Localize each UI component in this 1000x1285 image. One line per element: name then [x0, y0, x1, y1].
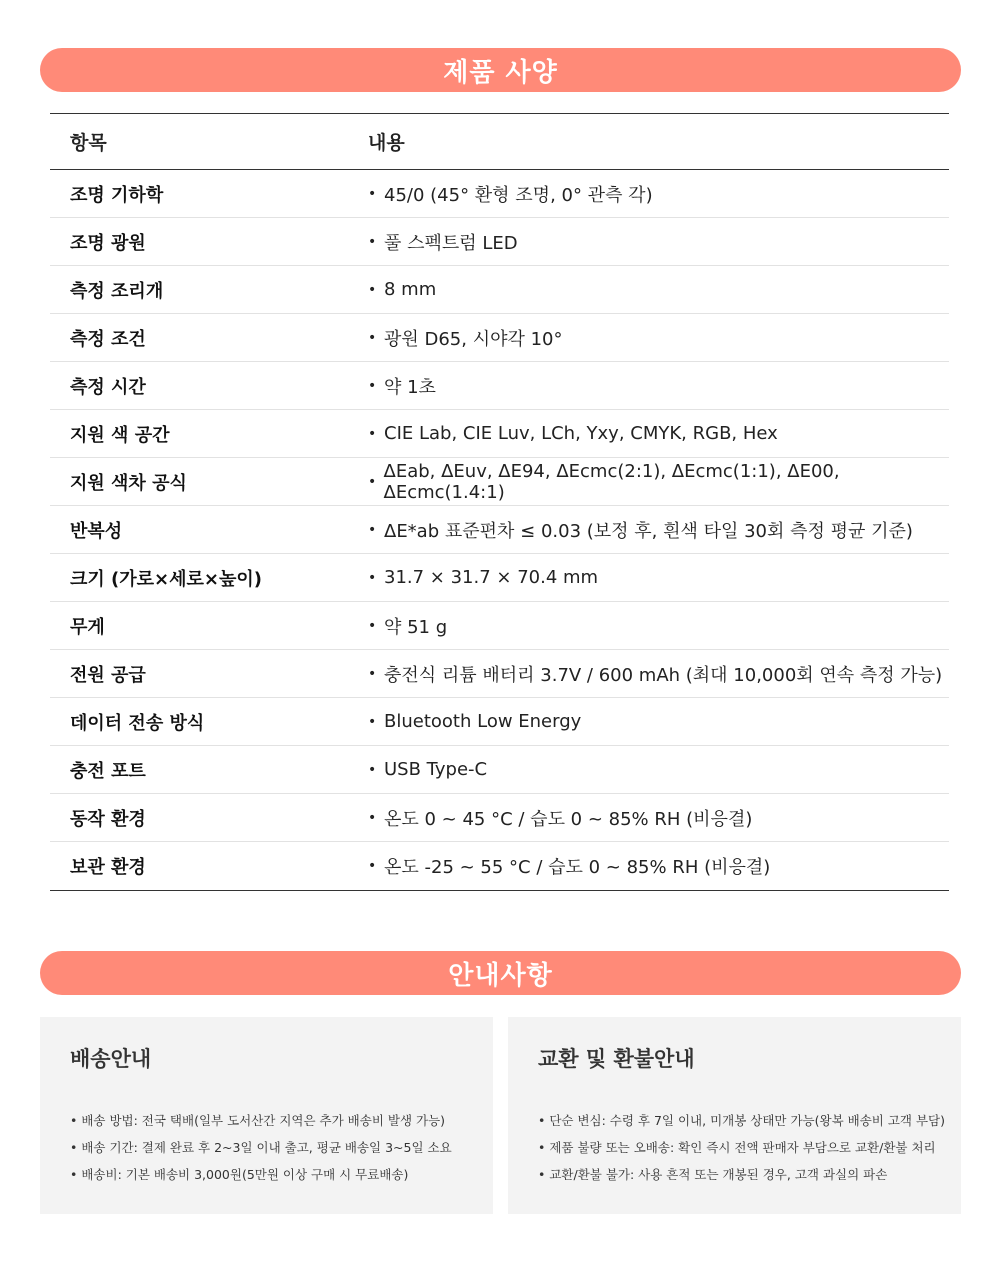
bullet-dot-icon: •	[368, 233, 377, 250]
table-row	[50, 266, 949, 314]
spec-item-label: 지원 색차 공식	[70, 472, 187, 494]
header-item: 항목	[70, 132, 107, 154]
list-item: • 배송 기간: 결제 완료 후 2~3일 이내 출고, 평균 배송일 3~5일 소요	[70, 1140, 452, 1155]
spec-item-value: 충전식 리튬 배터리 3.7V / 600 mAh (최대 10,000회 연속 측정 가능)	[384, 664, 943, 686]
list-item: • 배송 방법: 전국 택배(일부 도서산간 지역은 추가 배송비 발생 가능)	[70, 1113, 446, 1128]
refund-info-list	[538, 1113, 945, 1194]
guide-section-banner	[40, 951, 961, 995]
table-row	[50, 506, 949, 554]
spec-item-label: 측정 조리개	[70, 280, 164, 302]
shipping-info-box	[40, 1017, 493, 1214]
spec-item-content	[347, 279, 949, 300]
bullet-dot-icon: •	[368, 377, 377, 394]
shipping-info-title: 배송안내	[70, 1047, 152, 1071]
bullet-dot-icon: •	[368, 473, 377, 490]
bullet-dot-icon: •	[368, 713, 377, 730]
spec-item-content	[347, 567, 949, 588]
spec-item-value: 온도 0 ~ 45 °C / 습도 0 ~ 85% RH (비응결)	[384, 808, 753, 830]
bullet-dot-icon: •	[368, 425, 377, 442]
spec-item-label: 보관 환경	[70, 857, 146, 878]
bullet-dot-icon: •	[368, 617, 377, 634]
spec-item-content	[347, 423, 949, 444]
table-row	[50, 746, 949, 794]
spec-item-content	[347, 661, 949, 687]
table-row	[50, 362, 949, 410]
spec-item-label: 측정 조건	[70, 328, 146, 350]
spec-item-content	[347, 613, 949, 639]
spec-item-content	[347, 229, 949, 255]
bullet-dot-icon: •	[368, 281, 377, 298]
table-row	[50, 794, 949, 842]
spec-item-value: ΔE*ab 표준편차 ≤ 0.03 (보정 후, 흰색 타일 30회 측정 평균 기준)	[384, 520, 913, 542]
spec-item-content	[347, 805, 949, 831]
spec-item-value: 약 1초	[384, 376, 436, 398]
table-row	[50, 698, 949, 746]
bullet-dot-icon: •	[368, 521, 377, 538]
spec-rows	[50, 170, 949, 890]
bullet-dot-icon: •	[368, 665, 377, 682]
spec-item-label: 동작 환경	[70, 808, 146, 830]
table-row	[50, 458, 949, 506]
bullet-dot-icon: •	[368, 858, 377, 874]
spec-item-label: 측정 시간	[70, 376, 146, 398]
spec-item-value: 온도 -25 ~ 55 °C / 습도 0 ~ 85% RH (비응결)	[384, 857, 771, 878]
spec-item-label: 충전 포트	[70, 760, 146, 782]
spec-item-value: CIE Lab, CIE Luv, LCh, Yxy, CMYK, RGB, Hex	[384, 423, 778, 444]
table-row	[50, 314, 949, 362]
bullet-dot-icon: •	[368, 761, 377, 778]
spec-item-content	[347, 853, 949, 879]
spec-item-label: 무게	[70, 616, 105, 638]
list-item: • 제품 불량 또는 오배송: 확인 즉시 전액 판매자 부담으로 교환/환불 처리	[538, 1140, 936, 1155]
bullet-dot-icon: •	[368, 329, 377, 346]
spec-table	[50, 113, 949, 891]
table-row	[50, 602, 949, 650]
table-row	[50, 554, 949, 602]
spec-item-label: 데이터 전송 방식	[70, 712, 205, 734]
spec-table-header	[50, 114, 949, 170]
shipping-info-list	[70, 1113, 463, 1194]
spec-item-content	[347, 325, 949, 351]
list-item: • 교환/환불 불가: 사용 흔적 또는 개봉된 경우, 고객 과실의 파손	[538, 1167, 888, 1182]
spec-item-value: ΔEab, ΔEuv, ΔE94, ΔEcmc(2:1), ΔEcmc(1:1), ΔE00, ΔEcmc(1.4:1)	[383, 460, 840, 503]
spec-item-content	[347, 461, 949, 503]
spec-item-value: 광원 D65, 시야각 10°	[384, 328, 563, 350]
spec-item-value: Bluetooth Low Energy	[384, 711, 582, 732]
list-item: • 단순 변심: 수령 후 7일 이내, 미개봉 상태만 가능(왕복 배송비 고객 부담)	[538, 1113, 945, 1128]
list-item: • 배송비: 기본 배송비 3,000원(5만원 이상 구매 시 무료배송)	[70, 1167, 409, 1182]
spec-item-label: 조명 광원	[70, 232, 146, 254]
table-row	[50, 650, 949, 698]
spec-section-banner	[40, 48, 961, 92]
bullet-dot-icon: •	[368, 809, 377, 826]
table-row	[50, 410, 949, 458]
spec-item-content	[347, 759, 949, 780]
spec-item-label: 조명 기하학	[70, 184, 164, 206]
spec-item-label: 지원 색 공간	[70, 424, 170, 446]
spec-section-title: 제품 사양	[443, 57, 558, 88]
guide-section-title: 안내사항	[448, 960, 553, 991]
spec-item-value: 풀 스펙트럼 LED	[384, 232, 518, 254]
bullet-dot-icon: •	[368, 185, 377, 202]
spec-item-value: 45/0 (45° 환형 조명, 0° 관측 각)	[384, 184, 653, 206]
spec-item-label: 반복성	[70, 520, 123, 542]
spec-item-label: 전원 공급	[70, 664, 146, 686]
spec-item-content	[347, 181, 949, 207]
spec-item-value: 31.7 × 31.7 × 70.4 mm	[384, 567, 599, 588]
table-row	[50, 170, 949, 218]
spec-item-value: 8 mm	[384, 279, 437, 300]
spec-item-content	[347, 517, 949, 543]
spec-item-content	[347, 373, 949, 399]
spec-item-value: 약 51 g	[384, 616, 448, 638]
table-row	[50, 218, 949, 266]
spec-item-content	[347, 711, 949, 732]
refund-info-box	[508, 1017, 961, 1214]
spec-item-value: USB Type-C	[384, 759, 488, 780]
refund-info-title: 교환 및 환불안내	[538, 1047, 695, 1071]
table-row	[50, 842, 949, 890]
header-content: 내용	[368, 132, 405, 154]
bullet-dot-icon: •	[368, 569, 377, 586]
spec-item-label: 크기 (가로×세로×높이)	[70, 568, 262, 590]
